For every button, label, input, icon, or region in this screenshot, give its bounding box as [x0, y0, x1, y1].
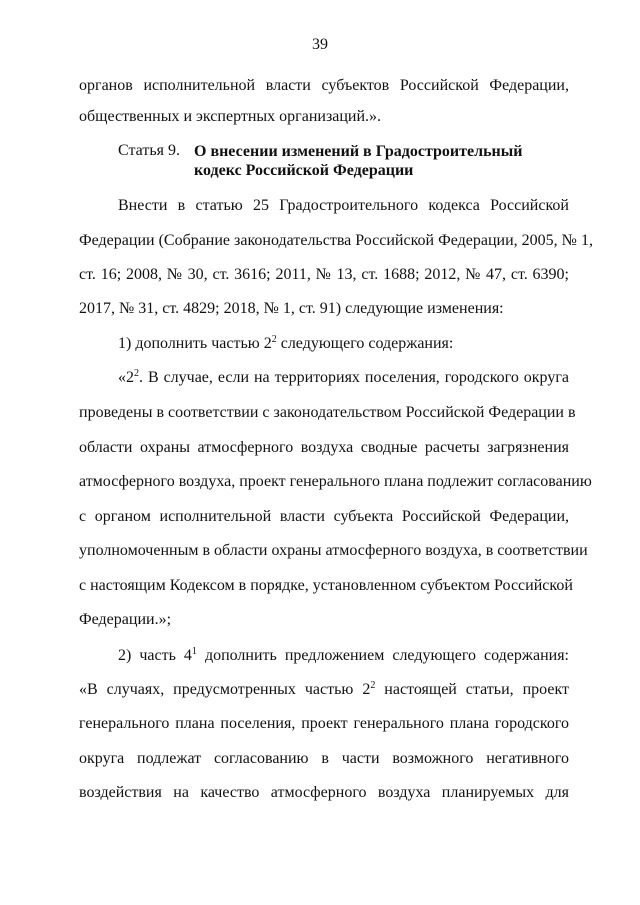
quote1-line-2: проведены в соответствии с законодательством Российской Федерации в	[79, 404, 576, 421]
quote2-line-3: округа подлежат согласованию в части возможного негативного	[79, 750, 569, 767]
quote1-line-3: области охраны атмосферного воздуха сводные расчеты загрязнения	[79, 439, 569, 456]
page-number: 39	[312, 36, 328, 53]
article-title: О внесении изменений в Градостроительный кодекс Российской Федерации	[194, 143, 523, 179]
quote2-line-2: генерального плана поселения, проект генерального плана городского	[79, 715, 569, 732]
intro-line-1: органов исполнительной власти субъектов Российской Федерации,	[79, 77, 569, 94]
article-label: Статья 9.	[118, 142, 180, 159]
para1-line-1: Внести в статью 25 Градостроительного кодекса Российской	[118, 197, 569, 214]
quote2-line-1: «В случаях, предусмотренных частью $2^2$ настоящей статьи, проект	[79, 680, 570, 698]
item1-line: 1) дополнить частью $2^2$ следующего содержания:	[118, 334, 454, 352]
quote1-line-1: «$2^2$. В случае, если на территориях поселения, городского округа	[118, 368, 569, 386]
para1-line-2: Федерации (Собрание законодательства Российской Федерации, 2005, № 1,	[79, 232, 593, 249]
para1-line-3: ст. 16; 2008, № 30, ст. 3616; 2011, № 13, ст. 1688; 2012, № 47, ст. 6390;	[79, 266, 569, 283]
quote2-line-4: воздействия на качество атмосферного воздуха планируемых для	[79, 784, 569, 801]
item2-line: 2) часть $4^1$ дополнить предложением следующего содержания:	[118, 646, 569, 664]
quote1-line-7: с настоящим Кодексом в порядке, установленном субъектом Российской	[79, 577, 573, 594]
intro-line-2: общественных и экспертных организаций.».	[79, 108, 382, 125]
para1-line-4: 2017, № 31, ст. 4829; 2018, № 1, ст. 91) следующие изменения:	[79, 300, 504, 317]
quote1-line-5: с органом исполнительной власти субъекта Российской Федерации,	[79, 508, 569, 525]
quote1-line-6: уполномоченным в области охраны атмосферного воздуха, в соответствии	[79, 542, 588, 559]
quote1-line-8: Федерации.»;	[79, 611, 172, 628]
quote1-line-4: атмосферного воздуха, проект генерального плана подлежит согласованию	[79, 473, 592, 490]
